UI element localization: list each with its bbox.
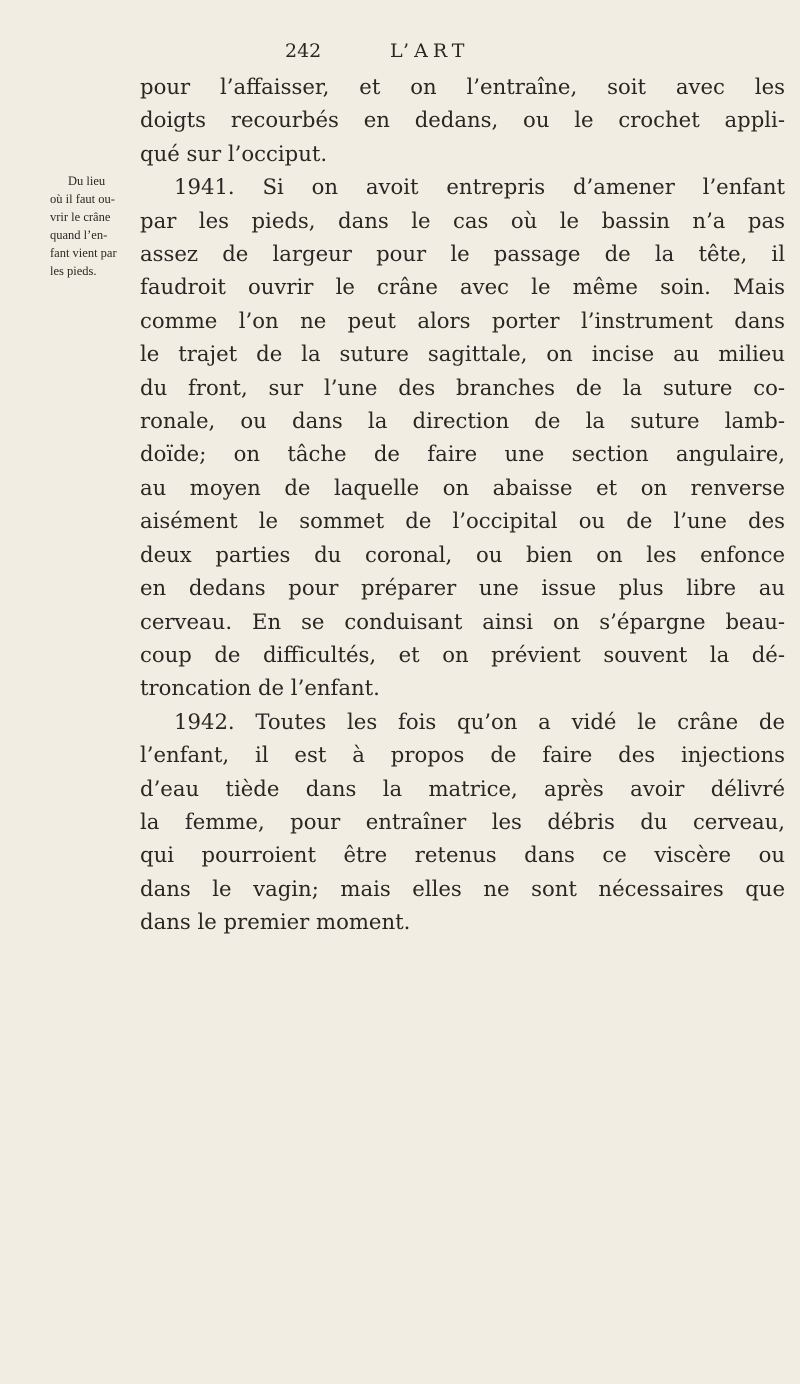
margin-note-line: les pieds. <box>50 264 97 278</box>
text-line: cerveau. En se conduisant ainsi on s’épargne beau- <box>140 608 785 634</box>
margin-note-line: quand l’en- <box>50 228 108 242</box>
running-head <box>285 40 725 68</box>
text-line: qui pourroient être retenus dans ce viscère ou <box>140 842 785 868</box>
text-line: en dedans pour préparer une issue plus libre au <box>140 575 785 601</box>
margin-note-line: vrir le crâne <box>50 210 111 224</box>
text-line: l’enfant, il est à propos de faire des injections <box>140 742 785 768</box>
text-line: la femme, pour entraîner les débris du cerveau, <box>140 808 785 834</box>
text-line: deux parties du coronal, ou bien on les enfonce <box>140 541 785 567</box>
body-text <box>140 70 785 939</box>
text-line: pour l’affaisser, et on l’entraîne, soit avec les <box>140 74 785 99</box>
page-number: 242 <box>285 40 322 62</box>
running-title: L’ART <box>390 40 470 62</box>
text-line: assez de largeur pour le passage de la tête, il <box>140 241 785 267</box>
text-line: ronale, ou dans la direction de la suture lamb- <box>140 408 785 434</box>
margin-note-line: où il faut ou- <box>50 192 115 206</box>
text-line: troncation de l’enfant. <box>140 675 380 701</box>
text-line: doigts recourbés en dedans, ou le crochet appli- <box>140 107 785 133</box>
text-line: coup de difficultés, et on prévient souvent la dé- <box>140 641 785 667</box>
paragraph-1942-start: 1942. Toutes les fois qu’on a vidé le crâne de <box>174 708 785 734</box>
text-line: dans le vagin; mais elles ne sont nécessaires que <box>140 875 785 901</box>
text-line: d’eau tiède dans la matrice, après avoir délivré <box>140 775 785 801</box>
text-line: comme l’on ne peut alors porter l’instrument dans <box>140 307 785 333</box>
text-line: doïde; on tâche de faire une section angulaire, <box>140 441 785 467</box>
text-line: aisément le sommet de l’occipital ou de l’une des <box>140 508 785 534</box>
text-line: qué sur l’occiput. <box>140 140 328 166</box>
text-line: du front, sur l’une des branches de la suture co- <box>140 374 785 400</box>
text-line: au moyen de laquelle on abaisse et on renverse <box>140 474 785 500</box>
text-line: faudroit ouvrir le crâne avec le même soin. Mais <box>140 274 785 300</box>
paragraph-1941-start: 1941. Si on avoit entrepris d’amener l’enfant <box>174 174 785 200</box>
margin-note-line: Du lieu <box>68 174 106 188</box>
margin-note-line: fant vient par <box>50 246 117 260</box>
text-line: par les pieds, dans le cas où le bassin n’a pas <box>140 207 785 233</box>
margin-note <box>50 172 132 280</box>
text-line: le trajet de la suture sagittale, on incise au milieu <box>140 341 785 367</box>
text-line: dans le premier moment. <box>140 909 411 935</box>
